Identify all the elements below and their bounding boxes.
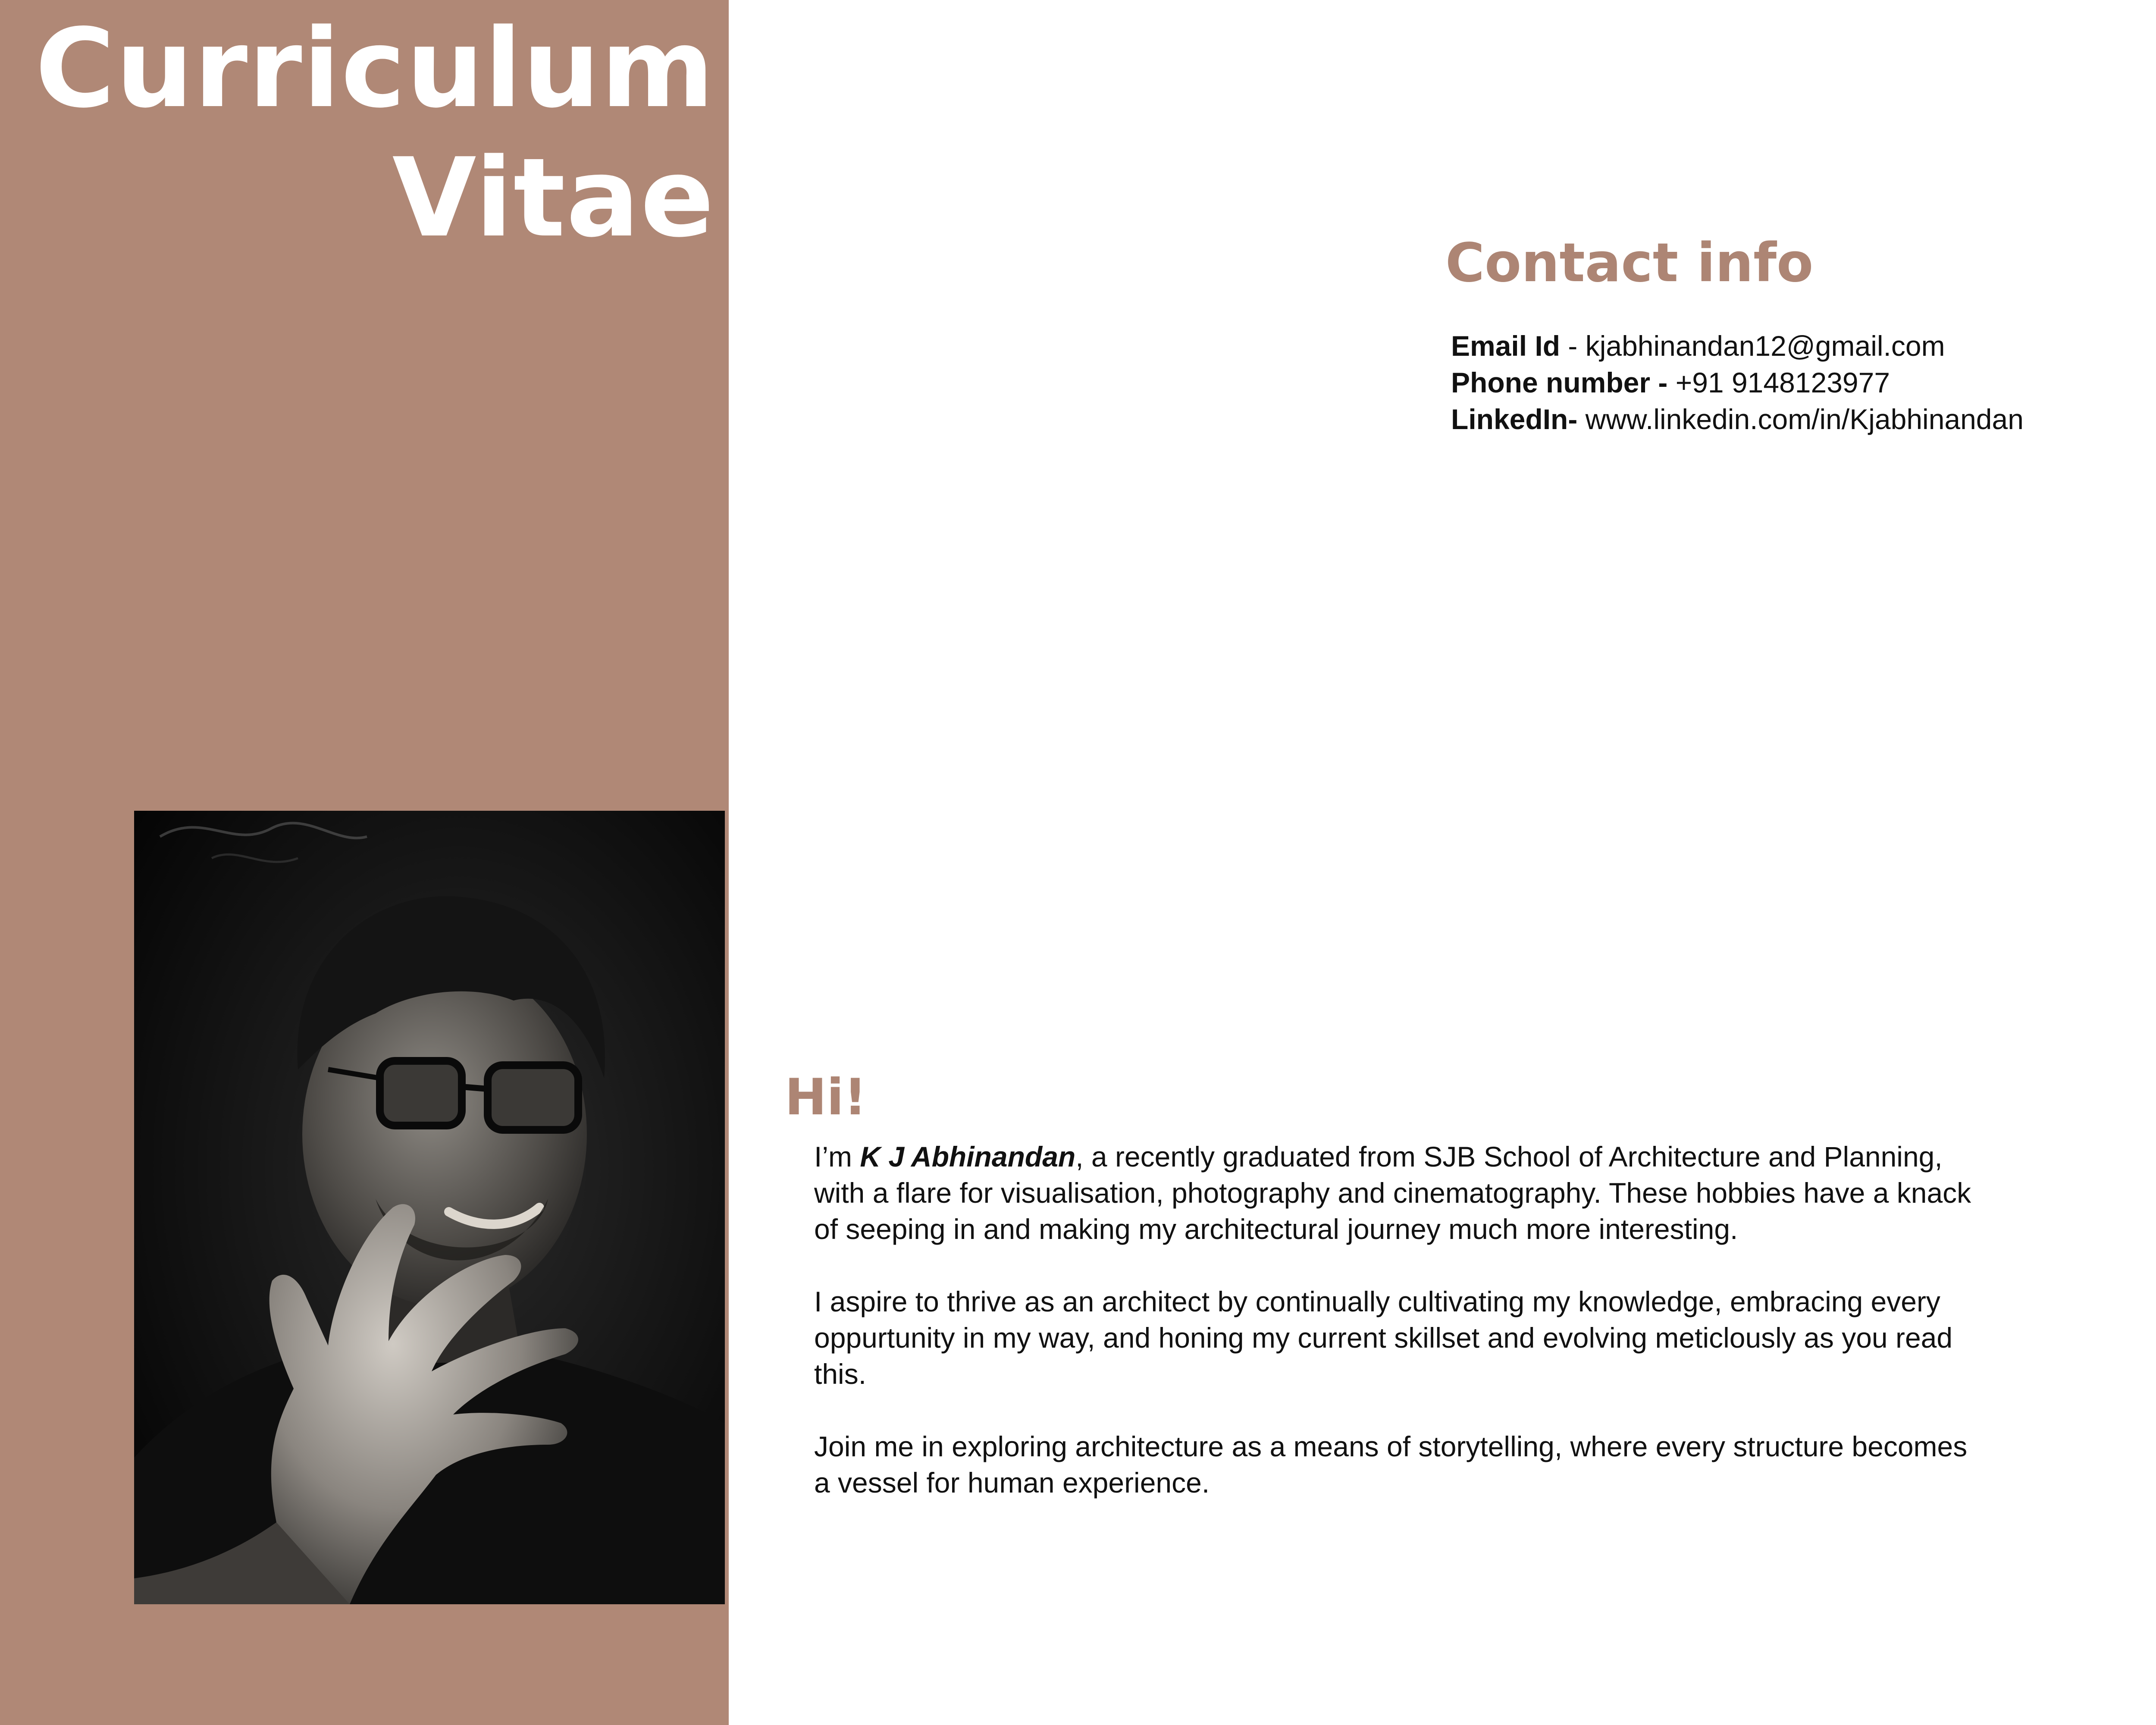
page-title [35,4,715,263]
email-value[interactable]: kjabhinandan12@gmail.com [1585,330,1945,362]
bio-paragraph-1 [814,1138,1978,1247]
contact-linkedin [1451,401,2024,438]
contact-list [1451,328,2024,438]
bio-section [814,1138,1978,1501]
bio-paragraph-2: I aspire to thrive as an architect by continually cultivating my knowledge, embracing every oppurtunity in my way, and honing my current skillset and evolving meticlously as you read this. [814,1286,1953,1390]
phone-value[interactable]: +91 9148123977 [1675,367,1890,398]
intro-heading: Hi! [785,1068,867,1126]
title-line-1: Curriculum [35,6,715,132]
contact-phone [1451,364,2024,401]
bio-paragraph-3: Join me in exploring architecture as a means of storytelling, where every structure becomes a vessel for human experience. [814,1430,1968,1499]
contact-heading: Contact info [1445,232,1814,294]
person-name: K J Abhinandan [860,1141,1076,1173]
phone-label: Phone number - [1451,367,1676,398]
linkedin-value[interactable]: www.linkedin.com/in/Kjabhinandan [1577,403,2024,435]
left-accent-panel [0,0,729,1725]
bio-paragraph-1-text: , a recently graduated from SJB School of Architecture and Planning, with a flare for visualisation, photography and cinematography. These hobbies have a knack of seeping in and making my architectural journey much more interesting. [814,1141,1971,1245]
portrait-image [134,811,725,1604]
bio-prefix: I’m [814,1141,860,1173]
linkedin-label: LinkedIn- [1451,403,1578,435]
title-line-2: Vitae [392,135,715,261]
email-label: Email Id [1451,330,1561,362]
portrait-photo [134,811,725,1604]
contact-email [1451,328,2024,364]
email-separator: - [1560,330,1586,362]
